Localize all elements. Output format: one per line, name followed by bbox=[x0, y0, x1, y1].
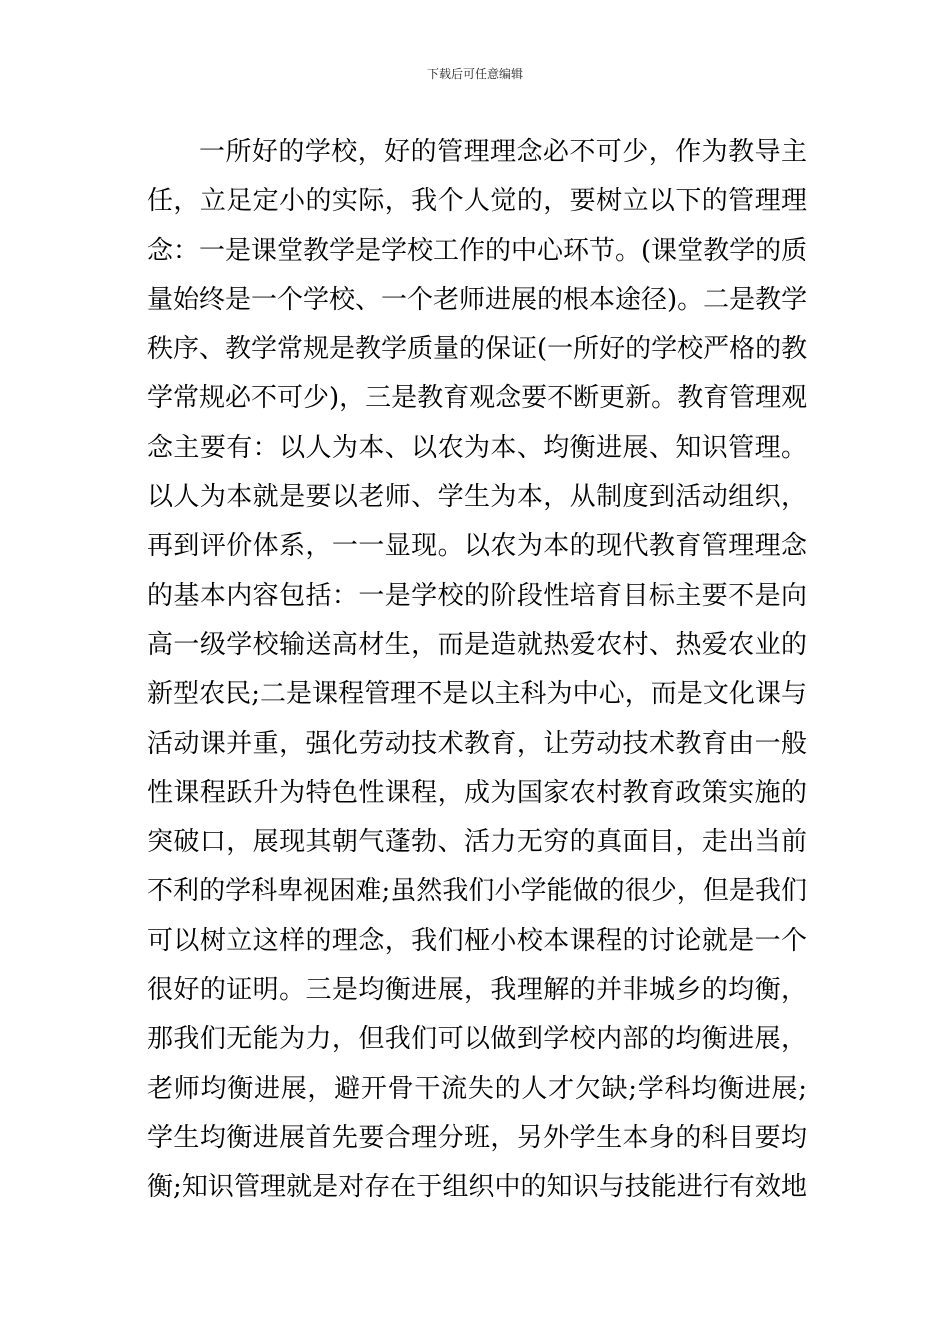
text-line: 不利的学科卑视困难;虽然我们小学能做的很少，但是我们 bbox=[147, 876, 807, 907]
text-line: 念：一是课堂教学是学校工作的中心环节。(课堂教学的质 bbox=[147, 235, 808, 266]
text-line: 学常规必不可少)，三是教育观念要不断更新。教育管理观 bbox=[147, 383, 808, 414]
text-line: 很好的证明。三是均衡进展，我理解的并非城乡的均衡， bbox=[147, 975, 807, 1006]
text-line: 量始终是一个学校、一个老师进展的根本途径)。二是教学 bbox=[147, 284, 808, 315]
text-line: 新型农民;二是课程管理不是以主科为中心，而是文化课与 bbox=[147, 679, 807, 710]
text-line: 念主要有：以人为本、以农为本、均衡进展、知识管理。 bbox=[147, 432, 807, 463]
text-line: 那我们无能为力，但我们可以做到学校内部的均衡进展， bbox=[147, 1024, 807, 1055]
text-line: 活动课并重，强化劳动技术教育，让劳动技术教育由一般 bbox=[147, 728, 807, 759]
text-line: 任，立足定小的实际，我个人觉的，要树立以下的管理理 bbox=[147, 186, 807, 217]
page-header-note: 下载后可任意编辑 bbox=[426, 67, 523, 81]
text-line: 衡;知识管理就是对存在于组织中的知识与技能进行有效地 bbox=[147, 1172, 807, 1203]
text-line: 学生均衡进展首先要合理分班，另外学生本身的科目要均 bbox=[147, 1122, 807, 1153]
text-line: 老师均衡进展，避开骨干流失的人才欠缺;学科均衡进展; bbox=[147, 1073, 807, 1104]
text-line: 性课程跃升为特色性课程，成为国家农村教育政策实施的 bbox=[147, 777, 807, 808]
text-line: 秩序、教学常规是教学质量的保证(一所好的学校严格的教 bbox=[147, 334, 808, 365]
body-paragraph bbox=[147, 128, 807, 1213]
text-line: 的基本内容包括：一是学校的阶段性培育目标主要不是向 bbox=[147, 580, 807, 611]
text-line: 突破口，展现其朝气蓬勃、活力无穷的真面目，走出当前 bbox=[147, 827, 807, 858]
text-line: 一所好的学校，好的管理理念必不可少，作为教导主 bbox=[199, 137, 807, 167]
text-line: 可以树立这样的理念，我们桠小校本课程的讨论就是一个 bbox=[147, 925, 807, 956]
text-line: 再到评价体系，一一显现。以农为本的现代教育管理理念 bbox=[147, 531, 807, 562]
text-line: 以人为本就是要以老师、学生为本，从制度到活动组织， bbox=[147, 482, 807, 513]
text-line: 高一级学校输送高材生，而是造就热爱农村、热爱农业的 bbox=[147, 629, 807, 660]
